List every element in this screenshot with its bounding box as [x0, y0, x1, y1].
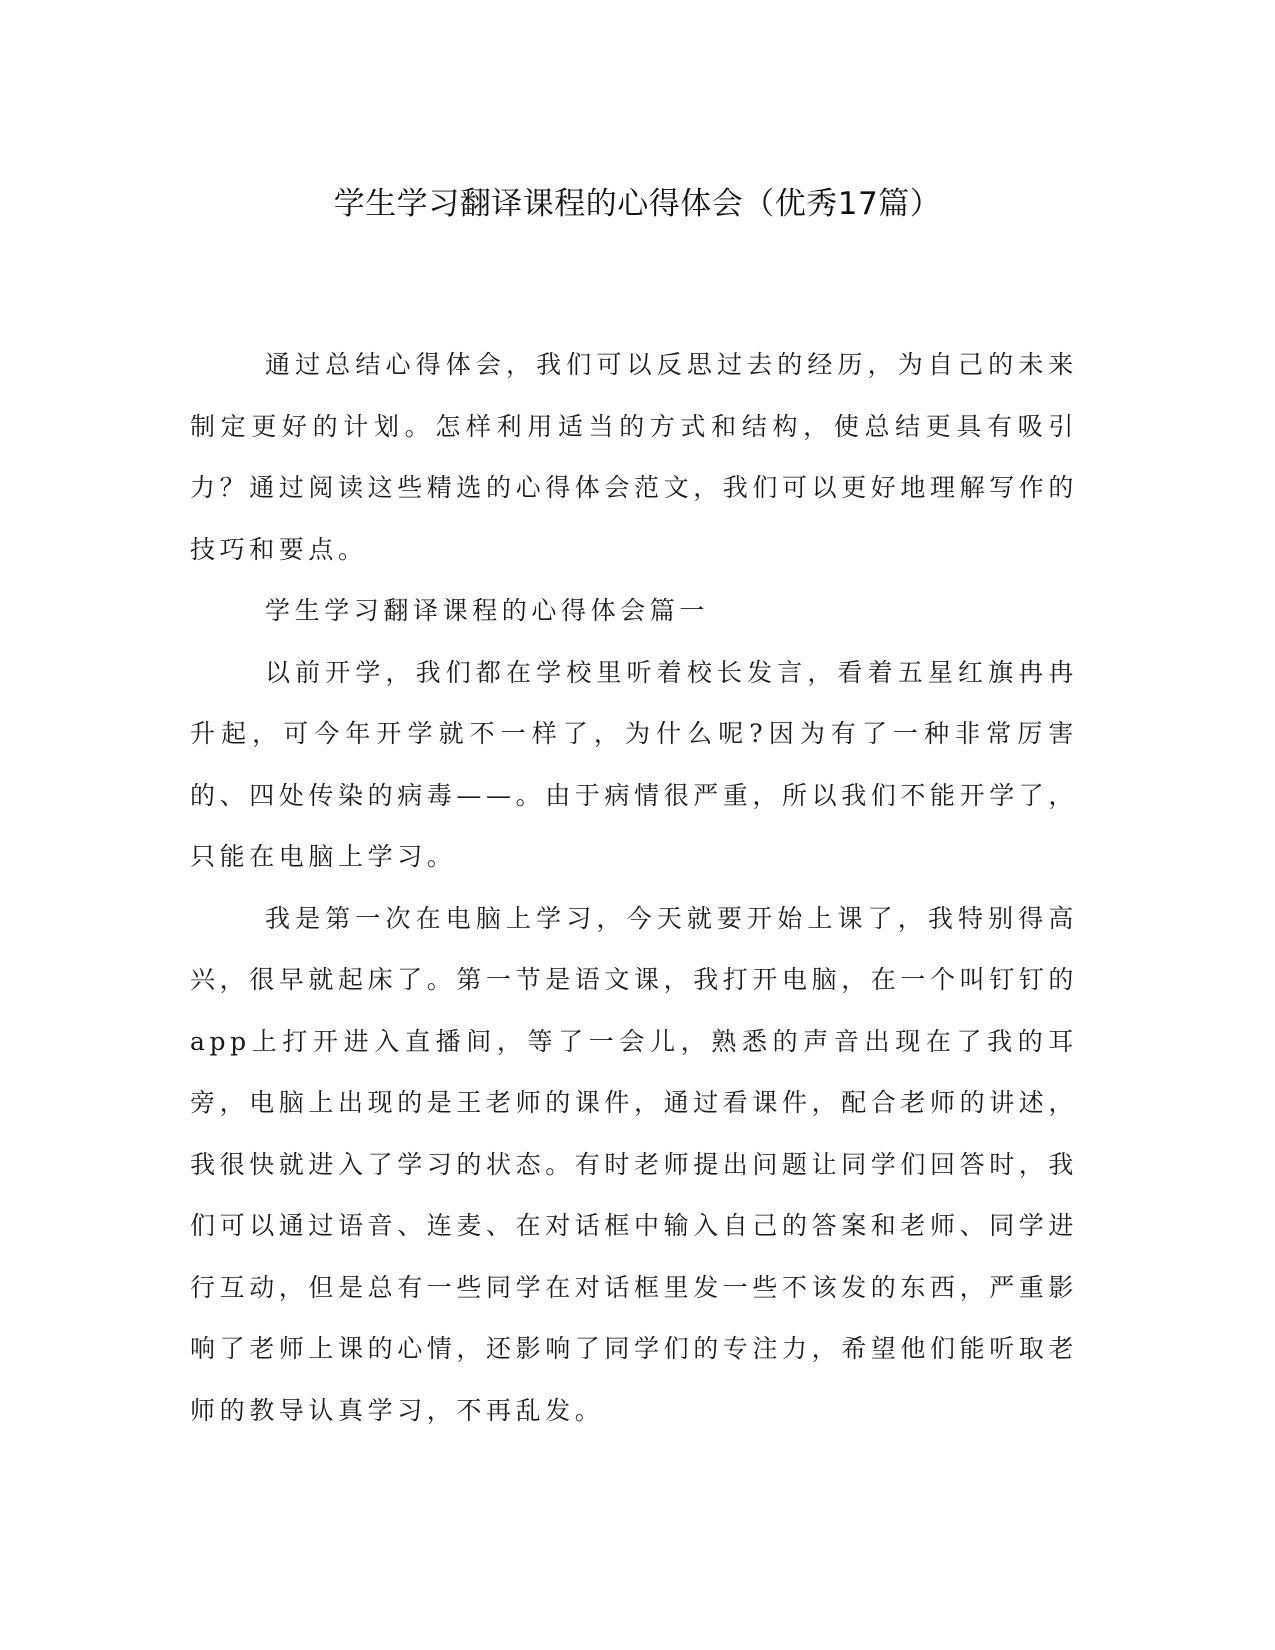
intro-paragraph: 通过总结心得体会，我们可以反思过去的经历，为自己的未来制定更好的计划。怎样利用适当的方式和结构，使总结更具有吸引力？通过阅读这些精选的心得体会范文，我们可以更好地理解写作的技巧和要点。	[190, 350, 1079, 564]
document-body	[190, 334, 1078, 1441]
body-paragraph-2: 我是第一次在电脑上学习，今天就要开始上课了，我特别得高兴，很早就起床了。第一节是语文课，我打开电脑，在一个叫钉钉的app上打开进入直播间，等了一会儿，熟悉的声音出现在了我的耳旁，电脑上出现的是王老师的课件，通过看课件，配合老师的讲述，我很快就进入了学习的状态。有时老师提出问题让同学们回答时，我们可以通过语音、连麦、在对话框中输入自己的答案和老师、同学进行互动，但是总有一些同学在对话框里发一些不该发的东西，严重影响了老师上课的心情，还影响了同学们的专注力，希望他们能听取老师的教导认真学习，不再乱发。	[190, 903, 1079, 1425]
section-heading: 学生学习翻译课程的心得体会篇一	[265, 596, 710, 625]
body-paragraph-1: 以前开学，我们都在学校里听着校长发言，看着五星红旗冉冉升起，可今年开学就不一样了，为什么呢?因为有了一种非常厉害的、四处传染的病毒——。由于病情很严重，所以我们不能开学了，只能在电脑上学习。	[190, 657, 1079, 871]
document-title: 学生学习翻译课程的心得体会（优秀17篇）	[333, 186, 942, 222]
